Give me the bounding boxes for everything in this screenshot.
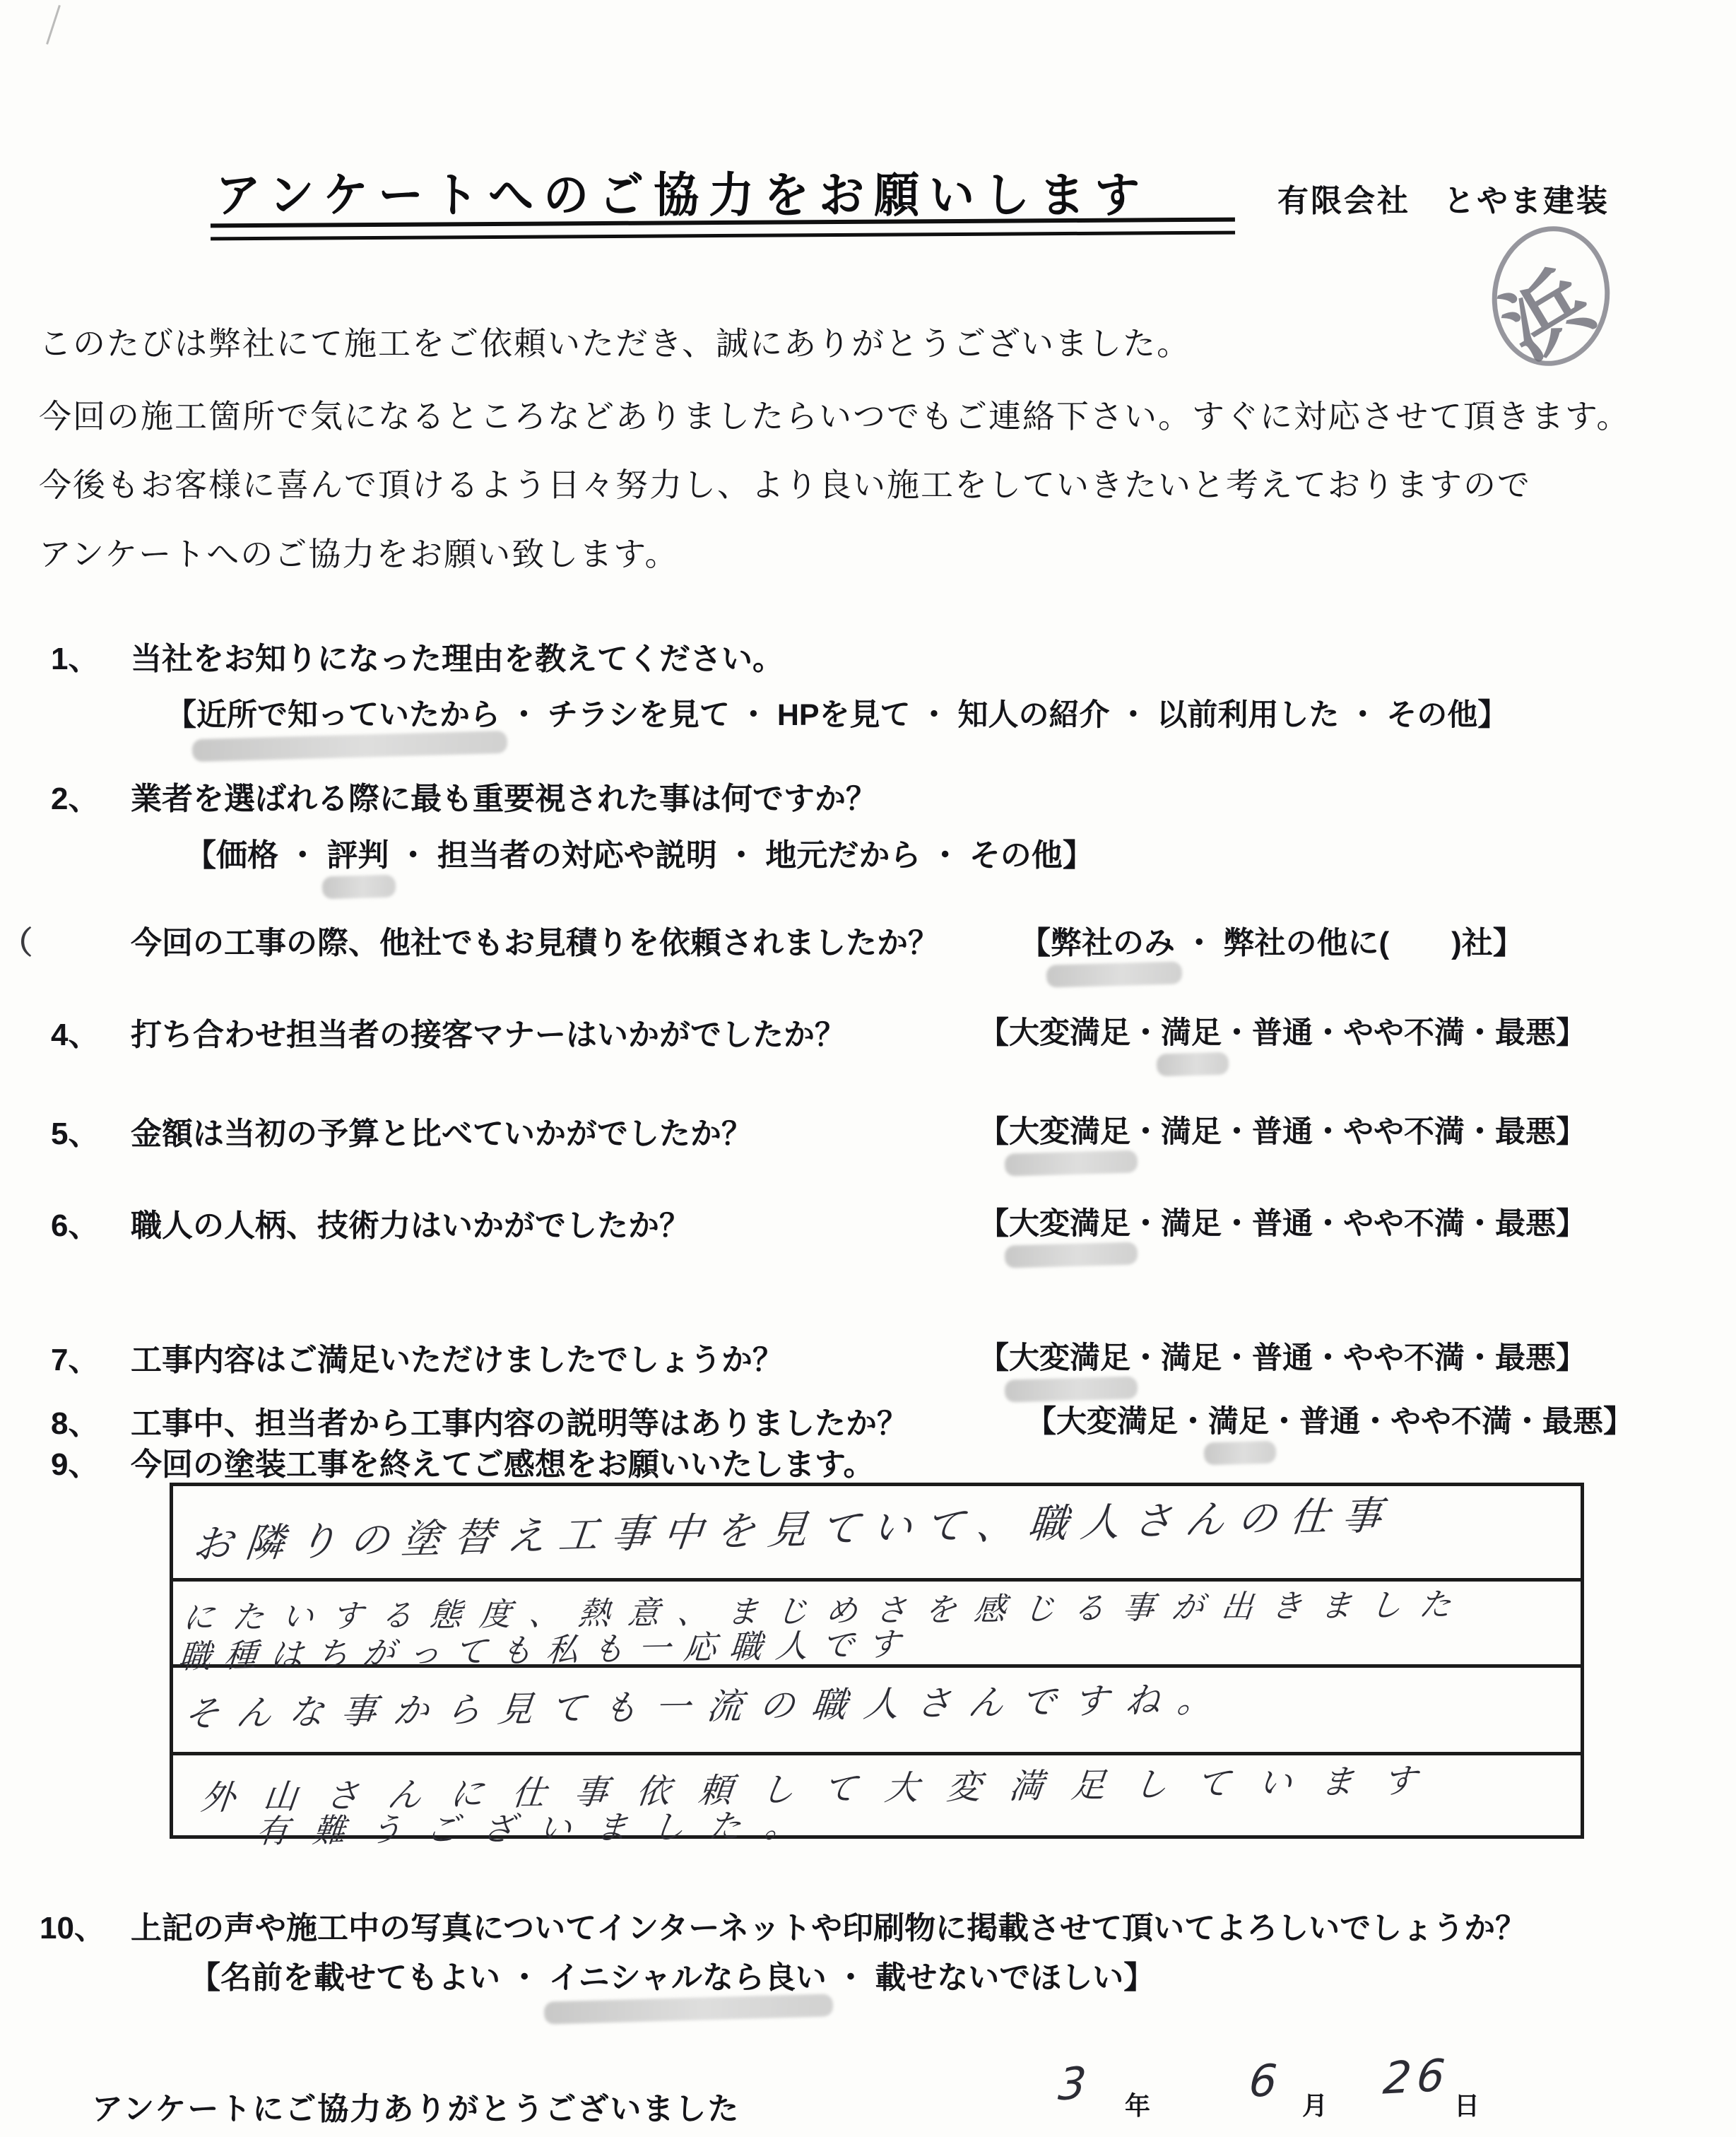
option-selected-pencil-underline: 大変満足: [1009, 1341, 1130, 1375]
intro-line-1: このたびは弊社にて施工をご依頼いただき、誠にありがとうございました。: [39, 325, 1191, 362]
question-10-number: 10、: [40, 1911, 105, 1945]
page-title: アンケートへのご協力をお願いします: [215, 167, 1150, 223]
date-day-value: 26: [1381, 2049, 1453, 2104]
option: 大変満足: [1056, 1405, 1178, 1439]
date-month-value: 6: [1247, 2054, 1280, 2107]
question-8-number: 8、: [51, 1406, 100, 1441]
question-10-text: 上記の声や施工中の写真についてインターネットや印刷物に掲載させて頂いてよろしいでしょうか？: [131, 1911, 1527, 1945]
company-name: 有限会社 とやま建装: [1277, 184, 1610, 218]
question-6-number: 6、: [51, 1208, 100, 1243]
question-5-options: 【大変満足・満足・普通・やや不満・最悪】: [979, 1115, 1586, 1149]
option: チラシを見て: [547, 698, 730, 732]
question-4-text: 打ち合わせ担当者の接客マナーはいかがでしたか？: [131, 1018, 846, 1052]
question-2-number: 2、: [51, 782, 100, 816]
option: やや不満: [1343, 1207, 1465, 1241]
option: 名前を載せてもよい: [220, 1960, 500, 1995]
question-3-number-clipped: （: [1, 926, 33, 960]
comment-line-5: 外山さんに仕事依頼して大変満足しています: [199, 1760, 1447, 1818]
question-7-text: 工事内容はご満足いただけましたでしょうか？: [131, 1343, 784, 1377]
question-1-number: 1、: [51, 642, 100, 676]
option: 最悪: [1495, 1115, 1556, 1149]
option-selected-pencil-underline: 満足: [1161, 1016, 1222, 1050]
option-selected-pencil-underline: 大変満足: [1009, 1115, 1130, 1149]
comment-box: [170, 1483, 1584, 1851]
option: 大変満足: [1009, 1016, 1130, 1050]
option: その他: [969, 838, 1063, 873]
option: 普通: [1252, 1207, 1313, 1241]
question-7-options: 【大変満足・満足・普通・やや不満・最悪】: [979, 1341, 1586, 1375]
option: 普通: [1252, 1341, 1313, 1375]
intro-line-3: 今後もお客様に喜んで頂けるよう日々努力し、より良い施工をしていきたいと考えておりますので: [39, 466, 1531, 503]
option: やや不満: [1390, 1405, 1512, 1439]
hanko-stamp: [1484, 220, 1618, 377]
option: 地元だから: [765, 838, 921, 873]
option: 載せないでほしい: [875, 1960, 1124, 1995]
comment-line-4: そんな事から見ても一流の職人さんですね。: [182, 1678, 1232, 1735]
option-selected-pencil-underline: イニシャルなら良い: [548, 1960, 827, 1995]
question-3-options: 【弊社のみ ・ 弊社の他に( )社】: [1020, 926, 1524, 960]
question-5-number: 5、: [51, 1117, 100, 1151]
question-9-number: 9、: [51, 1447, 100, 1482]
option: 満足: [1161, 1341, 1222, 1375]
option: 最悪: [1542, 1405, 1603, 1439]
option-selected-pencil-underline: 弊社のみ: [1051, 926, 1175, 960]
question-2-text: 業者を選ばれる際に最も重要視された事は何ですか？: [131, 782, 877, 816]
question-6-options: 【大変満足・満足・普通・やや不満・最悪】: [979, 1207, 1586, 1241]
option: やや不満: [1343, 1341, 1465, 1375]
comment-line-1: お隣りの塗替え工事中を見ていて、職人さんの仕事: [190, 1493, 1397, 1568]
option: 普通: [1252, 1016, 1313, 1050]
option: やや不満: [1343, 1016, 1465, 1050]
question-3-text: 今回の工事の際、他社でもお見積りを依頼されましたか？: [131, 926, 939, 960]
question-6-text: 職人の人柄、技術力はいかがでしたか？: [131, 1208, 690, 1243]
intro-line-4: アンケートへのご協力をお願い致します。: [39, 536, 679, 572]
option: 満足: [1161, 1115, 1222, 1149]
question-8-text: 工事中、担当者から工事内容の説明等はありましたか？: [131, 1406, 908, 1441]
option: 知人の紹介: [957, 698, 1110, 732]
option: やや不満: [1343, 1115, 1465, 1149]
option: 以前利用した: [1157, 698, 1340, 732]
comment-line-3: 職種はちがっても私も一応職人です: [177, 1624, 916, 1676]
question-8-options: 【大変満足・満足・普通・やや不満・最悪】: [1026, 1405, 1634, 1439]
comment-line-2: にたいする態度、熱意、まじめさを感じる事が出きました: [181, 1585, 1471, 1637]
option: 普通: [1252, 1115, 1313, 1149]
comment-line-6: 有難うございました。: [254, 1806, 824, 1851]
question-7-number: 7、: [51, 1343, 100, 1377]
question-4-number: 4、: [51, 1018, 100, 1052]
date-year-value: 3: [1056, 2056, 1088, 2111]
footer-thanks: アンケートにご協力ありがとうございました: [92, 2092, 740, 2126]
question-1-text: 当社をお知りになった理由を教えてください。: [131, 642, 784, 676]
question-5-text: 金額は当初の予算と比べていかがでしたか？: [131, 1117, 752, 1151]
option-selected-pencil-underline: 近所で知っていたから: [196, 698, 500, 732]
option: HPを見て: [777, 698, 911, 732]
option: 最悪: [1495, 1341, 1556, 1375]
date-month-label: 月: [1302, 2091, 1329, 2120]
option: 最悪: [1495, 1016, 1556, 1050]
date-year-label: 年: [1125, 2091, 1152, 2120]
question-2-options: 【価格 ・ 評判 ・ 担当者の対応や説明 ・ 地元だから ・ その他】: [185, 838, 1094, 873]
option: その他: [1386, 698, 1478, 732]
scan-artifact: [46, 5, 61, 45]
intro-line-2: 今回の施工箇所で気になるところなどありましたらいつでもご連絡下さい。すぐに対応させて頂きます。: [39, 398, 1631, 435]
question-1-options: 【近所で知っていたから ・ チラシを見て ・ HPを見て ・ 知人の紹介 ・ 以前利用した ・ その他】: [166, 698, 1508, 732]
option: 最悪: [1495, 1207, 1556, 1241]
date-day-label: 日: [1454, 2091, 1481, 2120]
option: 普通: [1299, 1405, 1360, 1439]
option: 満足: [1161, 1207, 1222, 1241]
hanko-stamp-glyph: 浜: [1487, 254, 1607, 377]
option-selected-pencil-underline: 大変満足: [1009, 1207, 1130, 1241]
option: 担当者の対応や説明: [437, 838, 717, 873]
question-4-options: 【大変満足・満足・普通・やや不満・最悪】: [979, 1016, 1586, 1050]
option: 弊社の他に( )社: [1223, 926, 1493, 960]
option-selected-pencil-underline: 評判: [326, 838, 389, 873]
question-10-options: 【名前を載せてもよい ・ イニシャルなら良い ・ 載せないでほしい】: [189, 1960, 1155, 1995]
option: 価格: [216, 838, 278, 873]
question-9-text: 今回の塗装工事を終えてご感想をお願いいたします。: [131, 1447, 875, 1482]
option-selected-pencil-underline: 満足: [1208, 1405, 1269, 1439]
